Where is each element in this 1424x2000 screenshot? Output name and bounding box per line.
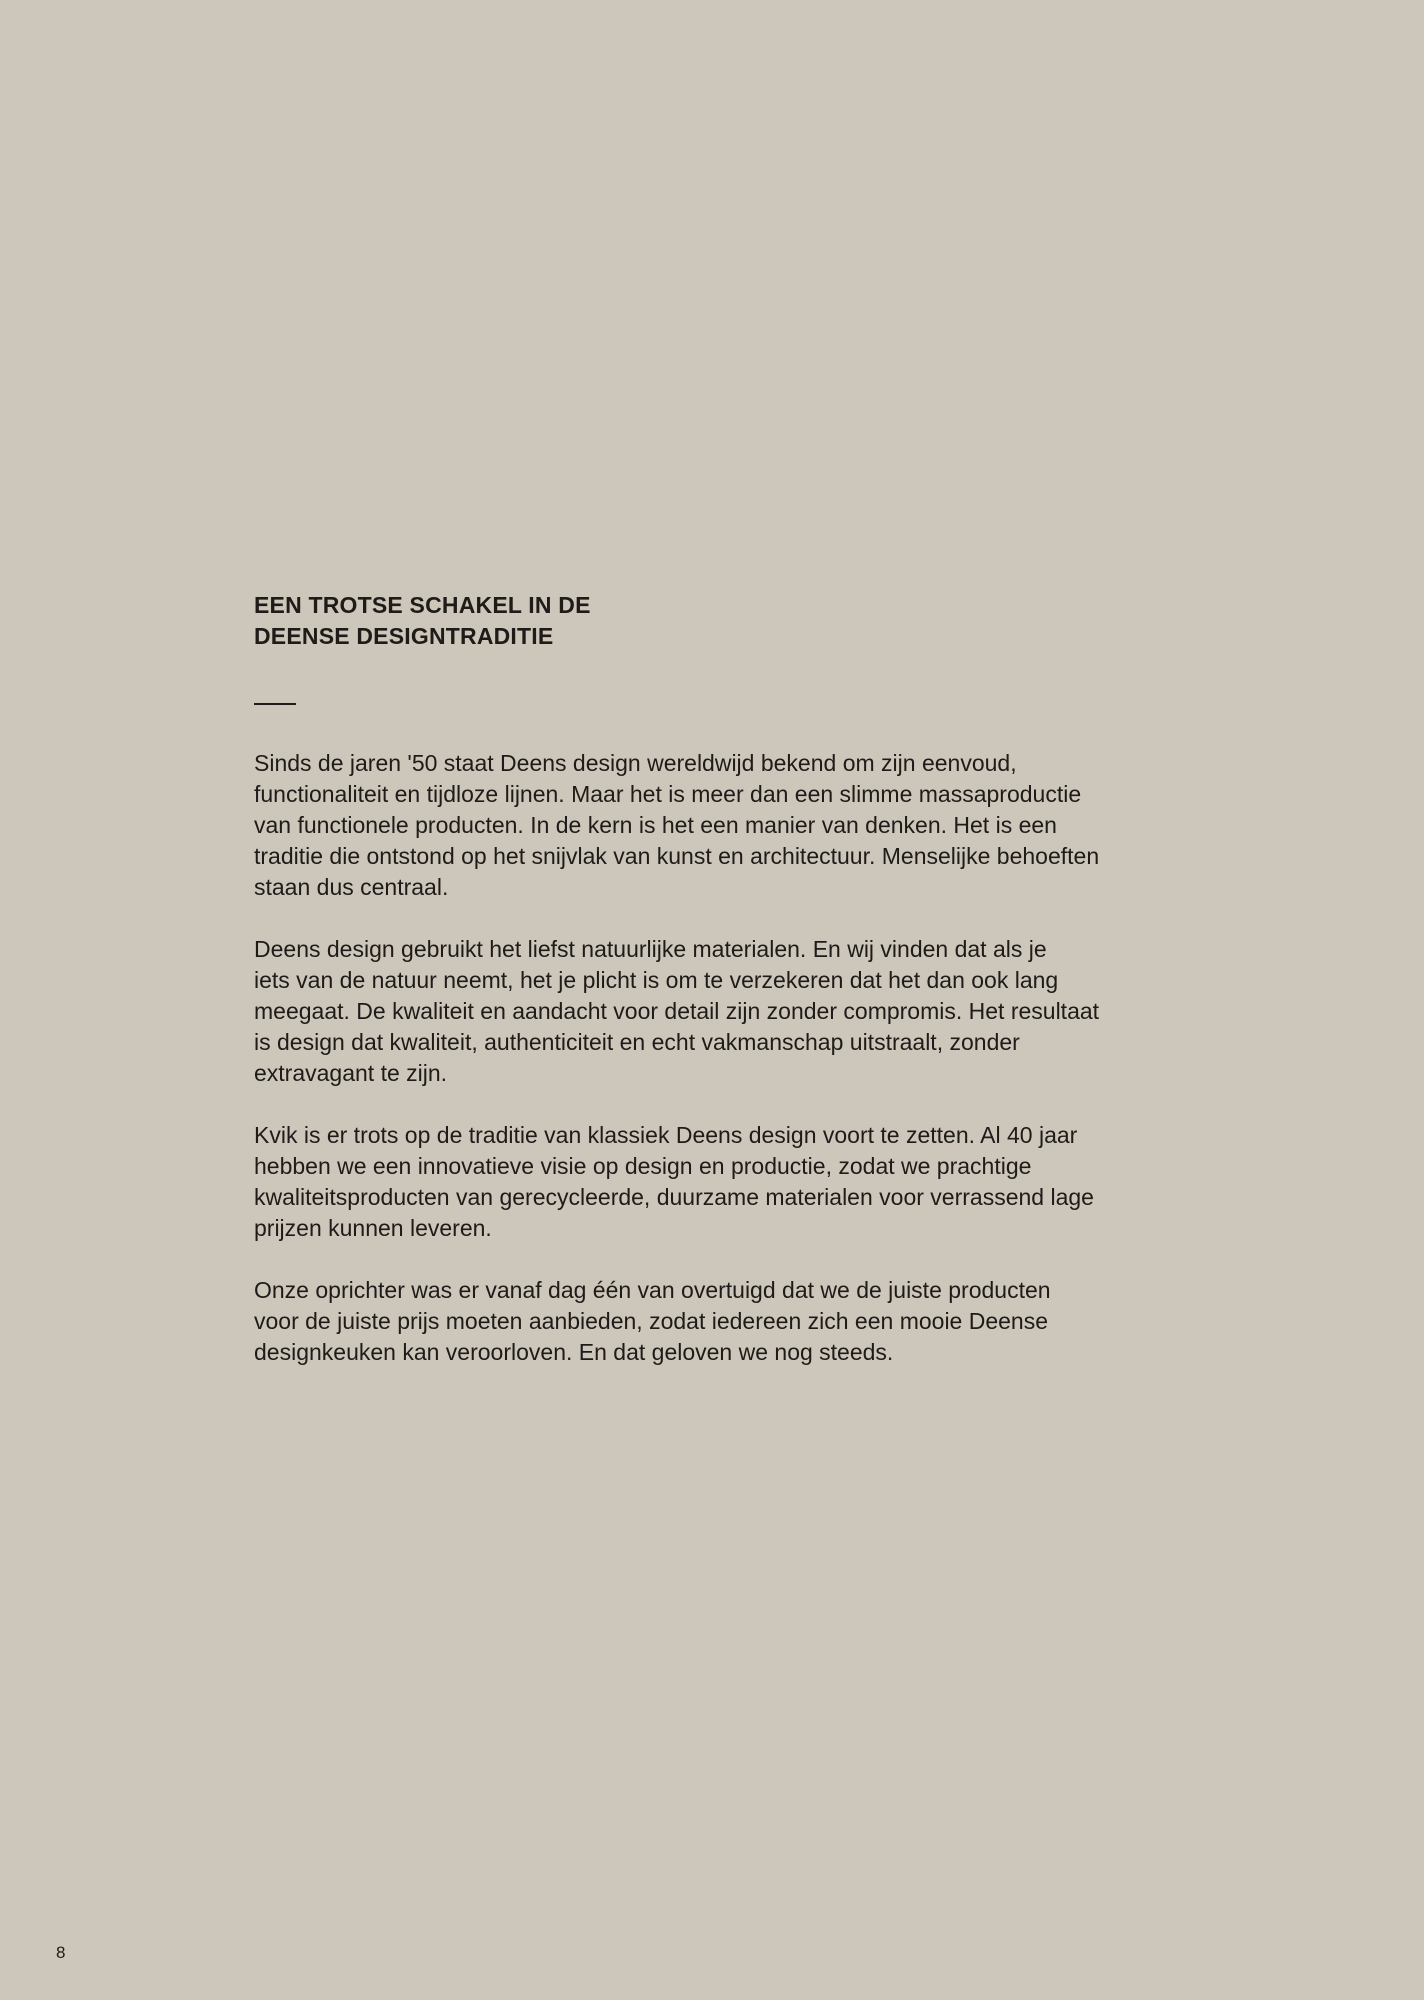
text-line: functionaliteit en tijdloze lijnen. Maar het is meer dan een slimme massaproductie [254,781,1082,807]
paragraph-3 [254,1120,1174,1244]
paragraph-2 [254,934,1174,1089]
text-line: staan dus centraal. [254,874,449,900]
article-heading [254,590,1174,652]
heading-divider [254,703,296,705]
text-line: kwaliteitsproducten van gerecycleerde, duurzame materialen voor verrassend lage [254,1184,1094,1210]
paragraph-4 [254,1275,1174,1368]
heading-line: DEENSE DESIGNTRADITIE [254,623,554,649]
text-line: Onze oprichter was er vanaf dag één van overtuigd dat we de juiste producten [254,1277,1051,1303]
article-body [254,748,1174,1368]
text-line: voor de juiste prijs moeten aanbieden, zodat iedereen zich een mooie Deense [254,1308,1049,1334]
text-line: is design dat kwaliteit, authenticiteit en echt vakmanschap uitstraalt, zonder [254,1029,1020,1055]
text-line: Sinds de jaren '50 staat Deens design wereldwijd bekend om zijn eenvoud, [254,750,1017,776]
article [254,590,1174,1399]
page-number: 8 [56,1943,66,1962]
text-line: traditie die ontstond op het snijvlak van kunst en architectuur. Menselijke behoeften [254,843,1100,869]
paragraph-1 [254,748,1174,903]
text-line: prijzen kunnen leveren. [254,1215,492,1241]
text-line: iets van de natuur neemt, het je plicht is om te verzekeren dat het dan ook lang [254,967,1059,993]
text-line: designkeuken kan veroorloven. En dat geloven we nog steeds. [254,1339,894,1365]
text-line: hebben we een innovatieve visie op design en productie, zodat we prachtige [254,1153,1032,1179]
text-line: extravagant te zijn. [254,1060,448,1086]
heading-line: EEN TROTSE SCHAKEL IN DE [254,592,591,618]
text-line: van functionele producten. In de kern is het een manier van denken. Het is een [254,812,1057,838]
text-line: Kvik is er trots op de traditie van klassiek Deens design voort te zetten. Al 40 jaar [254,1122,1078,1148]
text-line: meegaat. De kwaliteit en aandacht voor detail zijn zonder compromis. Het resultaat [254,998,1100,1024]
text-line: Deens design gebruikt het liefst natuurlijke materialen. En wij vinden dat als je [254,936,1047,962]
